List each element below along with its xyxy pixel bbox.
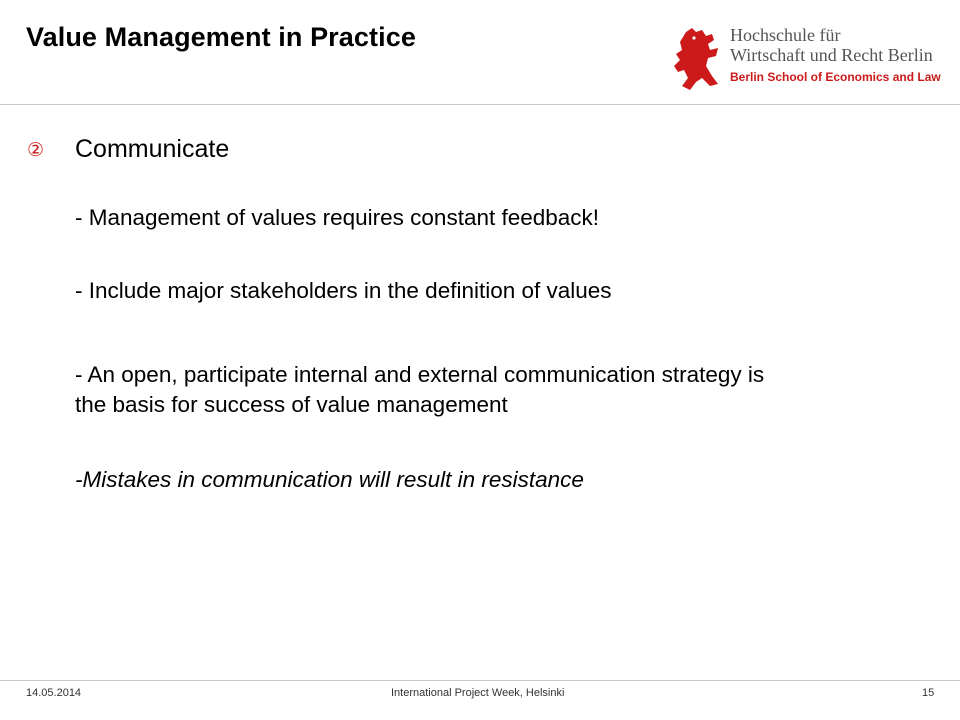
university-logo [672, 14, 942, 94]
logo-line-1: Hochschule für [730, 25, 841, 45]
bullet-strategy [75, 360, 764, 420]
logo-line-2: Wirtschaft und Recht Berlin [730, 45, 933, 65]
step-marker: ② [27, 140, 45, 161]
logo-line-3: Berlin School of Economics and Law [730, 70, 941, 84]
page-number: 15 [922, 687, 935, 699]
bullet-mistakes: -Mistakes in communication will result in resistance [75, 467, 584, 492]
bullet-stakeholders: - Include major stakeholders in the definition of values [75, 278, 612, 303]
header-divider [0, 104, 960, 105]
bullet-strategy-line-2: the basis for success of value management [75, 392, 508, 417]
slide-title: Value Management in Practice [26, 22, 416, 52]
footer-event: International Project Week, Helsinki [391, 687, 565, 699]
bullet-strategy-line-1: - An open, participate internal and external communication strategy is [75, 362, 765, 387]
footer-date: 14.05.2014 [26, 687, 82, 699]
footer-divider [0, 680, 960, 681]
section-heading: Communicate [75, 135, 230, 163]
bear-icon [672, 26, 720, 92]
bullet-feedback: - Management of values requires constant feedback! [75, 205, 600, 230]
